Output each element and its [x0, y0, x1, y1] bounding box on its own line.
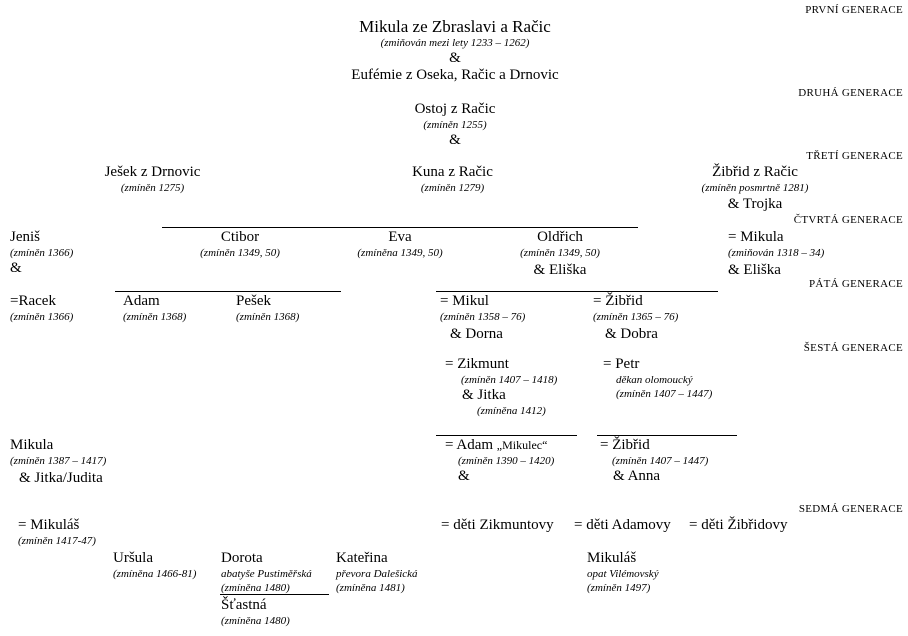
founder-name: Mikula ze Zbraslavi a Račic	[359, 17, 551, 36]
person-adam-g5	[123, 294, 186, 323]
person-jesek	[80, 165, 225, 194]
person-oldrich	[505, 230, 615, 278]
person-note: (zmíněn 1255)	[423, 119, 487, 131]
spouse-name: & Jitka	[462, 387, 506, 403]
sibling-line-kuna-children	[162, 227, 638, 228]
generation-label-3: TŘETÍ GENERACE	[806, 150, 903, 162]
spouse-name: & Eliška	[728, 262, 781, 278]
generation-label-1: PRVNÍ GENERACE	[805, 4, 903, 16]
person-note: (zmíněn 1366)	[10, 247, 74, 259]
person-note: (zmíněn 1417-47)	[18, 535, 96, 547]
sibling-line-ctibor-children	[115, 291, 341, 292]
person-note: (zmíněn 1368)	[123, 311, 187, 323]
person-role: převora Dalešická	[336, 568, 418, 580]
sibling-line-oldrich-children	[436, 291, 718, 292]
person-katerina	[336, 551, 418, 594]
person-mikul	[440, 294, 525, 342]
person-pesek	[236, 294, 299, 323]
person-note: (zmíněna 1481)	[336, 582, 405, 594]
person-name: = Petr	[603, 356, 640, 372]
person-name	[445, 438, 554, 453]
person-note: (zmíněn 1387 – 1417)	[10, 455, 107, 467]
person-zibrid-g5	[593, 294, 678, 342]
divider-dorota-stastna	[220, 594, 329, 595]
person-note: (zmíněn 1390 – 1420)	[458, 455, 555, 467]
adam-name: = Adam	[445, 437, 494, 453]
person-note: (zmíněn posmrtně 1281)	[701, 182, 809, 194]
person-note: (zmíněn 1368)	[236, 311, 300, 323]
person-mikulas-opat	[587, 551, 659, 594]
person-name: =Racek	[10, 293, 56, 309]
spouse-note: (zmíněna 1412)	[477, 405, 546, 417]
founder-wife-name: Eufémie z Oseka, Račic a Drnovic	[351, 67, 559, 83]
person-mikula-g6	[10, 438, 106, 486]
person-name: Mikuláš	[587, 550, 637, 566]
person-name: = Mikula	[728, 229, 784, 245]
person-name: Oldřich	[537, 229, 583, 245]
person-name: Adam	[123, 293, 160, 309]
person-note: (zmíněna 1466-81)	[113, 568, 197, 580]
generation-label-6: ŠESTÁ GENERACE	[803, 342, 903, 354]
person-note: (zmíněn 1366)	[10, 311, 74, 323]
children-label: = děti Adamovy	[574, 517, 671, 533]
spouse-name: & Jitka/Judita	[19, 470, 103, 486]
children-label: = děti Žibřidovy	[689, 517, 788, 533]
person-note: (zmíněna 1480)	[221, 582, 290, 594]
founder-note: (zmiňován mezi lety 1233 – 1262)	[380, 37, 530, 49]
sibling-line-mikul-children	[436, 435, 577, 436]
person-mikulas-g7	[18, 518, 96, 547]
person-name: Kuna z Račic	[412, 164, 493, 180]
person-jenis	[10, 230, 73, 276]
person-petr	[603, 357, 712, 400]
person-name: Ješek z Drnovic	[104, 164, 201, 180]
person-name: = Zikmunt	[445, 356, 509, 372]
person-kuna	[390, 165, 515, 194]
person-racek	[10, 294, 73, 323]
marriage-symbol: &	[449, 50, 461, 66]
person-note: (zmíněn 1349, 50)	[200, 247, 280, 259]
person-dorota	[221, 551, 312, 594]
person-ursula	[113, 551, 196, 580]
person-name: Dorota	[221, 550, 263, 566]
person-name: = Mikuláš	[18, 517, 80, 533]
person-zikmunt	[445, 357, 557, 417]
person-name: Šťastná	[221, 597, 267, 613]
person-name: Mikula	[10, 437, 54, 453]
person-note: (zmíněn 1407 – 1447)	[612, 455, 709, 467]
person-name: Pešek	[236, 293, 271, 309]
marriage-symbol: &	[10, 260, 22, 276]
person-note: (zmíněn 1279)	[420, 182, 485, 194]
person-name: Jeniš	[10, 229, 40, 245]
person-name: Uršula	[113, 550, 153, 566]
children-zibrid	[689, 518, 787, 533]
sibling-line-zibrid-children	[597, 435, 737, 436]
spouse-name: & Dobra	[605, 326, 658, 342]
person-note: (zmíněn 1349, 50)	[520, 247, 600, 259]
generation-label-4: ČTVRTÁ GENERACE	[793, 214, 903, 226]
person-note: (zmíněna 1480)	[221, 615, 290, 627]
person-ostoj	[355, 102, 555, 148]
spouse-name: & Eliška	[533, 262, 587, 278]
spouse-name: & Anna	[613, 468, 661, 484]
person-zibrid-racic	[685, 165, 825, 212]
spouse-name: & Trojka	[727, 196, 783, 212]
generation-label-5: PÁTÁ GENERACE	[808, 278, 903, 290]
person-adam-g6	[445, 438, 554, 484]
person-name: Žibřid z Račic	[712, 164, 798, 180]
person-note: (zmíněn 1358 – 76)	[440, 311, 526, 323]
children-zikmunt	[441, 518, 554, 533]
person-ctibor	[180, 230, 300, 259]
person-mikula-g4	[728, 230, 824, 278]
person-name: = Mikul	[440, 293, 489, 309]
marriage-symbol: &	[458, 468, 470, 484]
person-stastna	[221, 598, 290, 627]
person-role: děkan olomoucký	[616, 374, 693, 386]
person-note: (zmíněna 1349, 50)	[357, 247, 443, 259]
person-zibrid-g6	[600, 438, 708, 484]
marriage-symbol: &	[449, 132, 461, 148]
founder-couple	[305, 18, 605, 83]
person-name: Ctibor	[220, 229, 260, 245]
generation-label-2: DRUHÁ GENERACE	[798, 87, 903, 99]
person-name: Ostoj z Račic	[414, 101, 496, 117]
person-name: = Žibřid	[593, 293, 643, 309]
children-label: = děti Zikmuntovy	[441, 517, 554, 533]
person-note: (zmiňován 1318 – 34)	[728, 247, 825, 259]
person-name: Kateřina	[336, 550, 388, 566]
person-note: (zmíněn 1407 – 1418)	[461, 374, 558, 386]
person-name: = Žibřid	[600, 437, 650, 453]
person-name: Eva	[388, 229, 412, 245]
person-note: (zmíněn 1365 – 76)	[593, 311, 679, 323]
person-note: (zmíněn 1275)	[120, 182, 185, 194]
spouse-name: & Dorna	[450, 326, 503, 342]
children-adam	[574, 518, 671, 533]
generation-label-7: SEDMÁ GENERACE	[798, 503, 903, 515]
person-note: (zmíněn 1497)	[587, 582, 651, 594]
person-role: opat Vilémovský	[587, 568, 659, 580]
person-eva	[345, 230, 455, 259]
person-note: (zmíněn 1407 – 1447)	[616, 388, 713, 400]
adam-nickname: „Mikulec“	[496, 438, 548, 452]
person-role: abatyše Pustiměřská	[221, 568, 312, 580]
